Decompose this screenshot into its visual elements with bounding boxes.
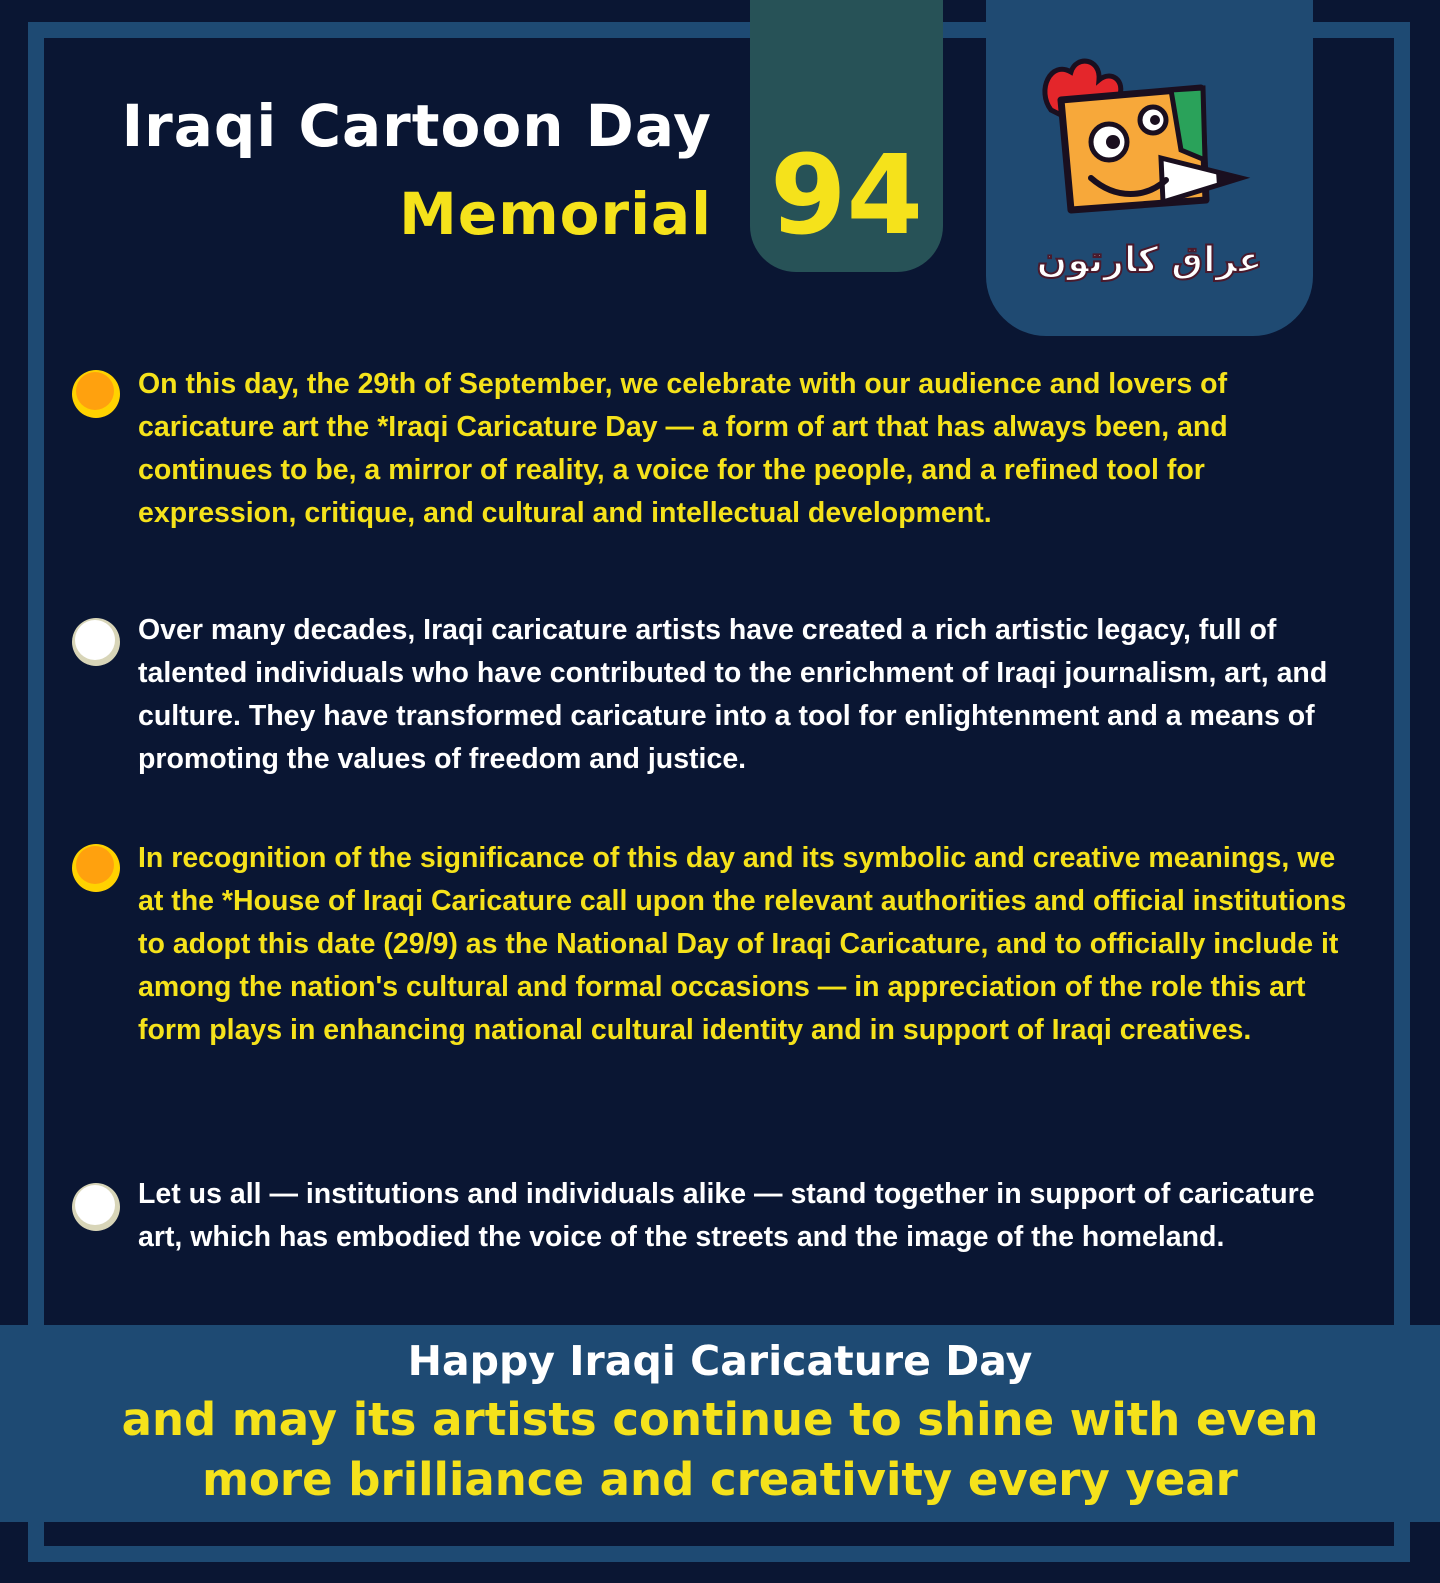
paragraph-4: Let us all — institutions and individuals alike — stand together in support of caricature art, which has embodied the voice of the streets and the image of the homeland. xyxy=(138,1178,1315,1253)
paragraph-1: On this day, the 29th of September, we celebrate with our audience and lovers of caricature art the *Iraqi Caricature Day — a form of art that has always been, and continues to be, a mirror of reality, a voice for the people, and a refined tool for expression, critique, and cultural and intellectual development. xyxy=(138,368,1228,529)
moon-bullet-icon xyxy=(72,618,120,666)
subtitle: Memorial xyxy=(399,180,712,248)
paragraph-3: In recognition of the significance of this day and its symbolic and creative meanings, we at the *House of Iraqi Caricature call upon the relevant authorities and official institutions to adopt this date (29/9) as the National Day of Iraqi Caricature, and to officially include it among the nation's cultural and formal occasions — in appreciation of the role this art form plays in enhancing national cultural identity and in support of Iraqi creatives. xyxy=(138,842,1347,1046)
paragraph-2: Over many decades, Iraqi caricature artists have created a rich artistic legacy, full of talented individuals who have contributed to the enrichment of Iraqi journalism, art, and culture. They have transformed caricature into a tool for enlightenment and a means of promoting the values of freedom and justice. xyxy=(138,614,1328,775)
cartoon-pencil-logo-icon xyxy=(1031,50,1261,220)
anniversary-number-tab xyxy=(750,0,943,272)
sun-bullet-icon xyxy=(72,844,120,892)
title: Iraqi Cartoon Day xyxy=(121,92,712,160)
logo-arabic-wordmark: عراق كارتون xyxy=(1036,240,1263,281)
footer-wish-line-1: and may its artists continue to shine with even xyxy=(121,1393,1319,1446)
footer-greeting: Happy Iraqi Caricature Day xyxy=(407,1337,1033,1385)
anniversary-number: 94 xyxy=(769,131,924,259)
footer-wish-line-2: more brilliance and creativity every year xyxy=(202,1453,1238,1506)
logo-panel xyxy=(986,0,1313,336)
sun-bullet-icon xyxy=(72,370,120,418)
footer-banner xyxy=(0,1325,1440,1522)
moon-bullet-icon xyxy=(72,1183,120,1231)
